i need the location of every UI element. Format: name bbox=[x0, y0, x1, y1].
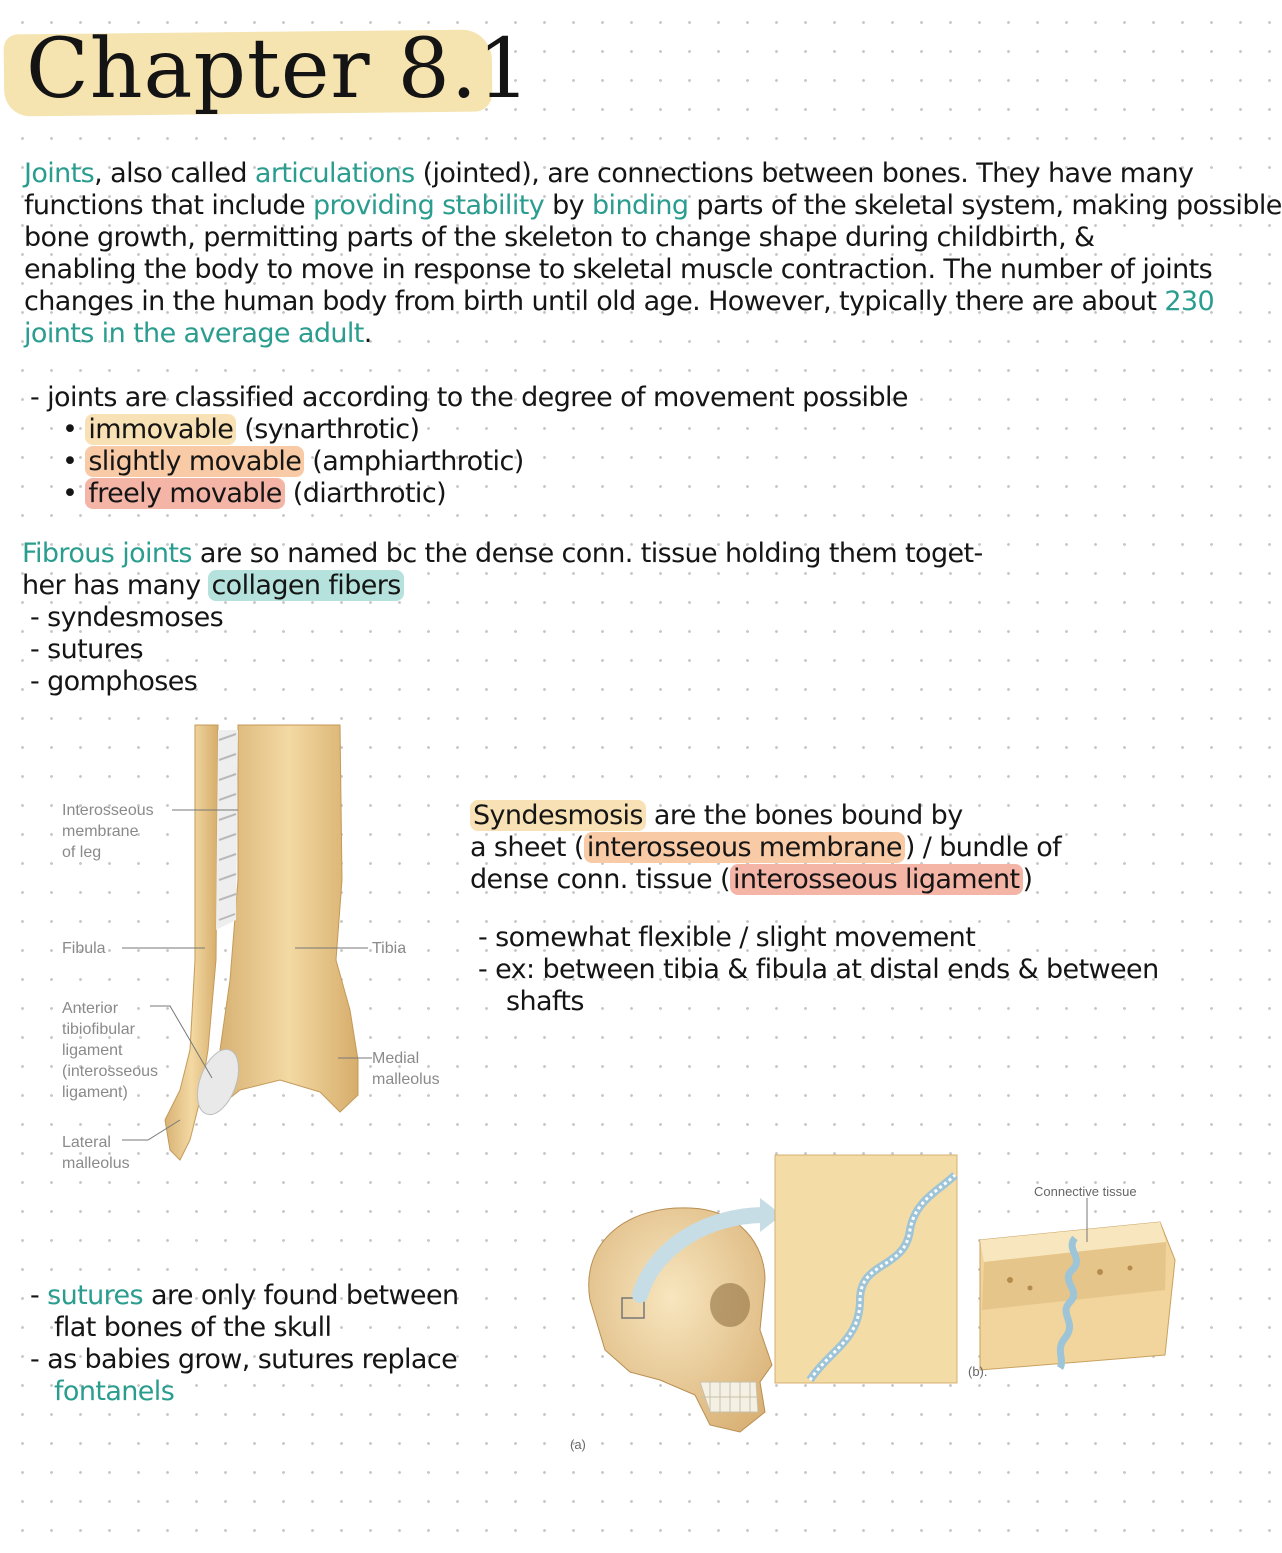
fibrous-text: her has many bbox=[22, 570, 209, 601]
term-joints: Joints bbox=[24, 158, 95, 189]
intro-text: parts of the skeletal system, making possible bbox=[688, 190, 1282, 221]
intro-text: . bbox=[363, 318, 372, 349]
label-tibia: Tibia bbox=[372, 940, 407, 957]
term-fontanels: fontanels bbox=[54, 1376, 175, 1407]
fibrous-line-1 bbox=[22, 538, 1192, 570]
intro-text: , also called bbox=[94, 158, 255, 189]
intro-line-2 bbox=[24, 190, 1282, 222]
suture-cross-section bbox=[980, 1198, 1175, 1370]
class-desc: (amphiarthrotic) bbox=[304, 446, 524, 477]
term-sutures: sutures bbox=[47, 1280, 144, 1311]
fibrous-type: - syndesmoses bbox=[30, 602, 224, 633]
label-line: malleolus bbox=[62, 1155, 130, 1172]
syndesmosis-text: ) bbox=[1022, 864, 1033, 895]
label-connective-tissue: Connective tissue bbox=[1034, 1184, 1137, 1199]
term-slightly-movable: slightly movable bbox=[85, 446, 304, 477]
fibrous-section bbox=[22, 538, 1192, 698]
term-fibrous-joints: Fibrous joints bbox=[22, 538, 192, 569]
sutures-section bbox=[30, 1280, 550, 1408]
label-line: malleolus bbox=[372, 1071, 440, 1088]
bullet: • bbox=[62, 478, 78, 509]
label-line: ligament) bbox=[62, 1084, 128, 1101]
intro-line-6 bbox=[24, 318, 1194, 350]
label-anterior-tibiofibular-ligament bbox=[62, 998, 158, 1103]
label-lateral-malleolus bbox=[62, 1132, 130, 1174]
intro-line-4: enabling the body to move in response to skeletal muscle contraction. The number of joints bbox=[24, 254, 1213, 285]
syndesmosis-line-2 bbox=[470, 832, 1190, 864]
syndesmosis-point: shafts bbox=[506, 986, 584, 1017]
intro-text: by bbox=[544, 190, 592, 221]
label-line: Medial bbox=[372, 1050, 420, 1067]
label-figure-b: (b). bbox=[968, 1364, 988, 1379]
label-line: ligament bbox=[62, 1042, 123, 1059]
intro-text: (jointed), are connections between bones. They have many bbox=[414, 158, 1194, 189]
fibrous-line-2 bbox=[22, 570, 1192, 602]
term-collagen-fibers: collagen fibers bbox=[208, 570, 403, 601]
page-title: Chapter 8.1 bbox=[26, 22, 532, 117]
term-interosseous-ligament: interosseous ligament bbox=[730, 864, 1023, 895]
syndesmosis-point: - ex: between tibia & fibula at distal ends & between bbox=[478, 954, 1159, 985]
fibrous-text: are so named bc the dense conn. tissue holding them toget- bbox=[191, 538, 983, 569]
intro-paragraph bbox=[24, 158, 1282, 350]
term-immovable: immovable bbox=[85, 414, 236, 445]
label-line: Interosseous bbox=[62, 802, 154, 819]
label-figure-a: (a) bbox=[570, 1437, 586, 1452]
skull-figure bbox=[560, 1150, 1190, 1460]
fibrous-type: - gomphoses bbox=[30, 666, 198, 697]
label-interosseous-membrane bbox=[62, 800, 154, 863]
sutures-text: - bbox=[30, 1280, 48, 1311]
label-line: of leg bbox=[62, 844, 102, 861]
term-230: 230 bbox=[1164, 286, 1215, 317]
classification-heading: - joints are classified according to the degree of movement possible bbox=[30, 382, 908, 413]
syndesmosis-text: dense conn. tissue ( bbox=[470, 864, 730, 895]
term-binding: binding bbox=[592, 190, 689, 221]
intro-text: changes in the human body from birth until old age. However, typically there are about bbox=[24, 286, 1165, 317]
interosseous-membrane bbox=[216, 730, 238, 930]
label-line: tibiofibular bbox=[62, 1021, 135, 1038]
suture-zoom-panel bbox=[775, 1155, 957, 1383]
syndesmosis-text: are the bones bound by bbox=[645, 800, 963, 831]
classification-list bbox=[30, 382, 1030, 510]
sutures-line-1 bbox=[30, 1280, 550, 1312]
syndesmosis-line-1 bbox=[470, 800, 1190, 832]
term-average-adult: joints in the average adult bbox=[24, 318, 364, 349]
syndesmosis-text: ) / bundle of bbox=[904, 832, 1062, 863]
bullet: • bbox=[62, 446, 78, 477]
fibrous-type: - sutures bbox=[30, 634, 143, 665]
class-desc: (diarthrotic) bbox=[284, 478, 447, 509]
label-line: Anterior bbox=[62, 1000, 119, 1017]
syndesmosis-point: - somewhat flexible / slight movement bbox=[478, 922, 976, 953]
term-providing-stability: providing stability bbox=[312, 190, 545, 221]
term-freely-movable: freely movable bbox=[85, 478, 285, 509]
intro-text: functions that include bbox=[24, 190, 313, 221]
sutures-line-2: flat bones of the skull bbox=[54, 1312, 332, 1343]
term-syndesmosis: Syndesmosis bbox=[470, 800, 646, 831]
title-block bbox=[0, 18, 532, 118]
label-fibula: Fibula bbox=[62, 940, 106, 957]
class-item-slightly-movable bbox=[30, 446, 1030, 478]
syndesmosis-line-3 bbox=[470, 864, 1190, 896]
term-interosseous-membrane: interosseous membrane bbox=[584, 832, 905, 863]
label-line: Lateral bbox=[62, 1134, 111, 1151]
class-desc: (synarthrotic) bbox=[236, 414, 420, 445]
term-articulations: articulations bbox=[254, 158, 415, 189]
class-item-freely-movable bbox=[30, 478, 1030, 510]
bullet: • bbox=[62, 414, 78, 445]
leg-figure bbox=[40, 720, 470, 1190]
syndesmosis-section bbox=[470, 800, 1190, 1018]
syndesmosis-text: a sheet ( bbox=[470, 832, 584, 863]
class-item-immovable bbox=[30, 414, 1030, 446]
label-medial-malleolus bbox=[372, 1048, 440, 1090]
intro-line-1 bbox=[24, 158, 1194, 190]
intro-line-5 bbox=[24, 286, 1215, 318]
sutures-line-3: - as babies grow, sutures replace bbox=[30, 1344, 458, 1375]
intro-line-3: bone growth, permitting parts of the skeleton to change shape during childbirth, & bbox=[24, 222, 1095, 253]
label-line: membrane bbox=[62, 823, 139, 840]
sutures-text: are only found between bbox=[143, 1280, 459, 1311]
label-line: (interosseous bbox=[62, 1063, 159, 1080]
